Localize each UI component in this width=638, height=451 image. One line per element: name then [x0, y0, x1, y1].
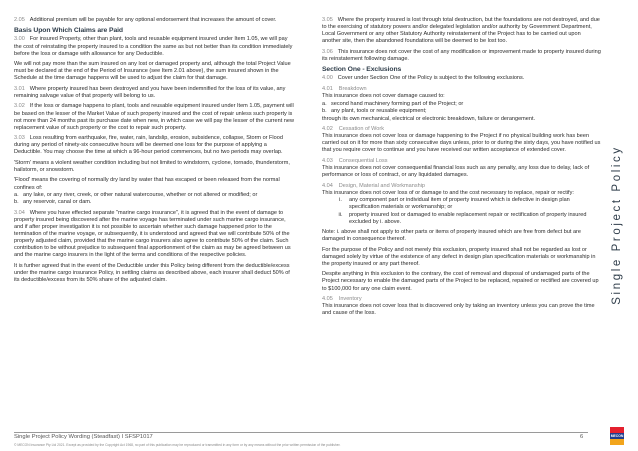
flood-list [14, 192, 295, 206]
side-title: Single Project Policy [611, 145, 623, 305]
copyright-notice: © MECON Insurance Pty Ltd 2021. Except as provided by the Copyright Act 1968, no part of this publication may be reproduced or transmitted in any form or by any means without the prior written permission of the publisher. [14, 443, 341, 447]
left-column [14, 17, 295, 287]
clause-3-02: 3.02 If the loss or damage happens to plant, tools and reusable equipment insured under Item 1.05, payment will be based on the lesser of the Market Value of such property insured and the cost of repair unless such property is not more than 24 months past its purchase date when new, in which case we will pay the lesser of the current new replacement value of such property or the cost to repair such property. [14, 103, 294, 131]
clause-3-04: 3.04 Where you have effected separate "marine cargo insurance", it is agreed that in the event of damage to property insured being discovered after the marine voyage has terminated under such marine cargo insurance, and if after proper investigation it is not possible to ascertain whether such damage happened prior to the termination of the marine voyage, or subsequently, it is understood and agreed that we will contribute 50% of the properly adjusted claim, provided that the marine cargo insurers also agree to contribute 50% of the claim. Such contribution to be without prejudice to subsequent final apportionment of the claim as may be agreed between us and the marine cargo insurers in the light of the terms and conditions of the respective policies. [14, 209, 291, 259]
clause-4-01: This insurance does not cover damage caused to: [322, 92, 445, 99]
clause-4-00: 4.00 Cover under Section One of the Policy is subject to the following exclusions. [322, 75, 525, 82]
clause-3-00: 3.00 For insured Property, other than plant, tools and reusable equipment insured under Item 1.05, we will pay the cost of reinstating the property insured to a condition the same as but not better than its condition immediately before the loss or damage with allowance for any Deductible. [14, 36, 293, 57]
clause-4-02: This insurance does not cover loss or damage happening to the Project if no physical building work has been carried out on it for more than sixty consecutive days unless, prior to or during the sixty days, you have notified us that you require cover to continue and you have received our written acceptance of extended cover. [322, 133, 601, 154]
clause-3-04-continued: It is further agreed that in the event of the Deductible under this Policy being different from the deductible/excess under the marine cargo insurance Policy, in settling claims as described above, each insurer shall deduct 50% of its deductible/excess from its 50% share of the adjusted claim. [14, 262, 290, 283]
footer-divider [14, 432, 588, 433]
design-list [322, 197, 601, 225]
clause-4-04-note: Note: i. above shall not apply to other parts or items of property insured which are free from defect but are damaged in consequence thereof. [322, 229, 581, 243]
footer-document-title: Single Project Policy Wording (Steadfast) I SFSP1017 [14, 434, 153, 440]
clause-3-06: 3.06 This insurance does not cover the cost of any modification or improvement made to property insured during its reinstatement following damage. [322, 48, 601, 62]
list-item: a. any lake, or any river, creek, or other natural watercourse, whether or not altered or modified; or [14, 192, 258, 199]
clause-4-04-removal-cost: Despite anything in this exclusion to the contrary, the cost of removal and disposal of undamaged parts of the Project necessary to enable the damaged parts of the Project to be replaced, repaired or rectified are covered up to $100,000 for any one claim event. [322, 271, 599, 292]
subheading-inventory: 4.05 Inventory [322, 296, 362, 302]
subheading-breakdown: 4.01 Breakdown [322, 85, 367, 92]
subheading-consequential-loss: 4.03 Consequential Loss [322, 157, 388, 164]
clause-4-04: This insurance does not cover loss of or damage to and the cost necessary to replace, repair or rectify: [322, 189, 574, 196]
mecon-logo: MECON [610, 427, 624, 445]
list-item: b. any reservoir, canal or dam. [14, 199, 92, 206]
clause-4-03: This insurance does not cover consequential financial loss such as any penalty, any loss due to delay, lack of performance or loss of contract, or any liquidated damages. [322, 165, 590, 179]
clause-4-05: This insurance does not cover loss that is discovered only by taking an inventory unless you can prove the time and cause of the loss. [322, 303, 595, 317]
right-column [322, 17, 601, 321]
list-item: ii. property insured lost or damaged to enable replacement repair or rectification of property insured excluded by i. above. [338, 211, 587, 225]
clause-4-01-continued: through its own mechanical, electrical or electronic breakdown, failure or derangement. [322, 115, 536, 122]
flood-definition: 'Flood' means the covering of normally dry land by water that has escaped or been released from the normal confines of: [14, 177, 280, 191]
clause-4-04-purpose: For the purpose of the Policy and not merely this exclusion, property insured shall not be regarded as lost or damaged solely by virtue of the existence of any defect in design plan specification materials or workmanship in the property insured or any part thereof. [322, 246, 596, 267]
list-item: b. any plant, tools or reusable equipment; [322, 107, 427, 114]
page-number: 6 [580, 434, 584, 440]
list-item: i. any component part or individual item of property insured which is defective in design plan specification materials or workmanship; or [339, 197, 570, 211]
section-heading-exclusions: Section One - Exclusions [322, 66, 402, 74]
subheading-cessation-of-work: 4.02 Cessation of Work [322, 126, 385, 133]
section-heading-basis-of-claims: Basis Upon Which Claims are Paid [14, 27, 123, 35]
breakdown-list [322, 101, 601, 115]
subheading-design-material-workmanship: 4.04 Design, Material and Workmanship [322, 182, 426, 189]
storm-definition: 'Storm' means a violent weather condition including but not limited to windstorm, cyclone, tornado, thunderstorm, hailstorm, or snowstorm. [14, 159, 290, 173]
clause-3-00-continued: We will not pay more than the sum insured on any lost or damaged property and, although the total Project Value must be declared at the end of the Period of Insurance (see Item 2.01 above), the sum insured shown in the Schedule at the time damage happens will be used to adjust the claim for that damage. [14, 61, 291, 82]
clause-3-01: 3.01 Where property insured has been destroyed and you have been indemnified for the loss of its value, any remaining salvage value of that property will belong to us. [14, 85, 286, 99]
clause-3-03: 3.03 Loss resulting from earthquake, fire, water, rain, landslip, erosion, subsidence, collapse, Storm or Flood during any period of ninety-six consecutive hours will be deemed one loss for the purpose of applying a Deductible. You may choose the time at which a 96-hour period commences, but no two periods may overlap. [14, 135, 283, 156]
clause-3-05: 3.05 Where the property insured is lost through total destruction, but the foundations are not destroyed, and due to the exercising of statutory powers and/or delegated legislation and/or authority by Government Department, Local Government or any other Statutory Authority reinstatement of the Project has to be carried out upon another site, then the abandoned foundations will be deemed to be lost too. [322, 17, 600, 45]
clause-2-05: 2.05 Additional premium will be payable for any optional endorsement that increases the amount of cover. [14, 17, 277, 23]
list-item: a. second hand machinery forming part of the Project; or [322, 100, 464, 107]
